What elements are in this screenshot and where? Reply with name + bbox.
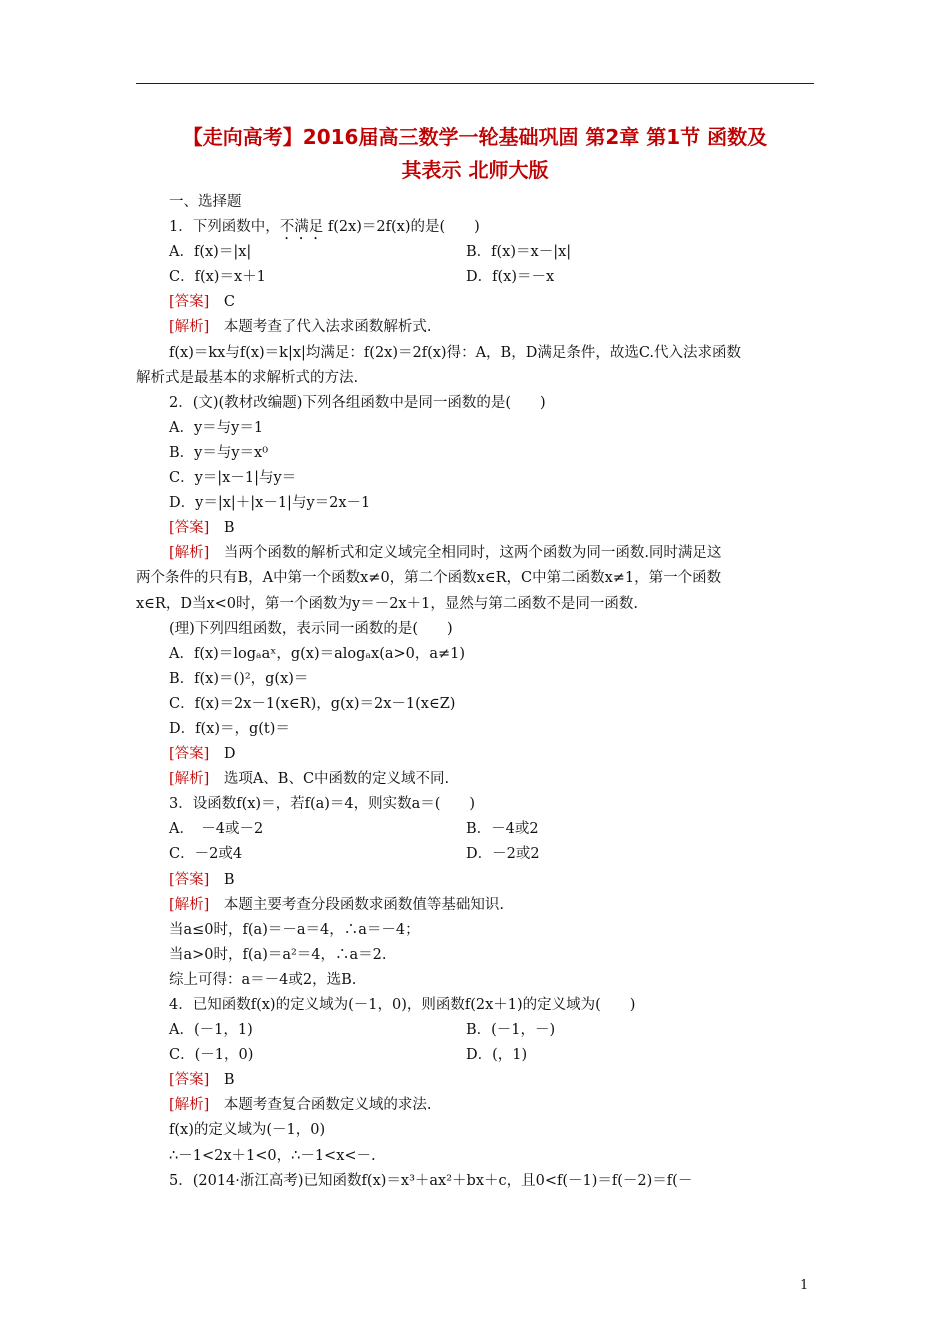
analysis: [解析] 本题考查了代入法求函数解析式. [169,319,432,336]
option-d: D．y＝|x|＋|x－1|与y＝2x－1 [169,495,371,512]
options-row [136,1018,816,1043]
option-a: A．f(x)＝|x| [169,244,252,261]
answer: [答案] B [169,520,235,537]
question-5: 5．(2014·浙江高考)已知函数f(x)＝x³＋ax²＋bx＋c，且0<f(－1)＝f(－2)＝f(－ [169,1172,693,1189]
answer: [答案] B [169,871,235,888]
analysis-tag: [解析] [169,771,210,788]
document-body [136,190,816,1194]
option-a: A．f(x)＝logₐaˣ，g(x)＝alogₐx(a>0，a≠1) [169,645,466,662]
analysis-tag: [解析] [169,319,210,336]
option-d: D．f(x)＝，g(t)＝ [169,720,290,737]
page-number: 1 [800,1278,809,1293]
emphasis-text: 不满足 [279,219,324,236]
option-b: B．y＝与y＝x⁰ [169,444,269,461]
option-c: C．－2或4 [169,846,243,863]
options-row [136,842,816,867]
option-d: D．－2或2 [466,846,540,863]
analysis-text: f(x)的定义域为(－1，0) [169,1122,326,1139]
header-rule [136,83,814,84]
option-c: C．(－1，0) [169,1047,254,1064]
options-row [136,265,816,290]
option-d: D．(，1) [466,1047,528,1064]
option-b: B．(－1，－) [466,1022,556,1039]
analysis-text: 解析式是最基本的求解析式的方法. [136,369,359,386]
analysis-tag: [解析] [169,545,210,562]
section-heading: 一、选择题 [169,194,242,210]
analysis-text: x∈R，D当x<0时，第一个函数为y＝－2x＋1，显然与第二函数不是同一函数. [136,595,638,612]
question-1: 1．下列函数中，不满足 f(2x)＝2f(x)的是( ) [169,219,480,236]
question-2: 2．(文)(教材改编题)下列各组函数中是同一函数的是( ) [169,394,546,411]
analysis-text: 综上可得：a＝－4或2，选B. [169,971,357,988]
analysis-text: 当a≤0时，f(a)＝－a＝4，∴a＝－4； [169,921,420,938]
answer: [答案] D [169,746,236,763]
option-b: B．－4或2 [466,821,539,838]
analysis: [解析] 选项A、B、C中函数的定义域不同. [169,771,450,788]
answer: [答案] B [169,1072,235,1089]
option-b: B．f(x)＝()²，g(x)＝ [169,670,309,687]
analysis: [解析] 当两个函数的解析式和定义域完全相同时，这两个函数为同一函数.同时满足这 [169,545,722,562]
analysis-text: f(x)＝kx与f(x)＝k|x|均满足：f(2x)＝2f(x)得：A，B，D满足条件，故选C.代入法求函数 [169,344,742,361]
question-2-science: (理)下列四组函数，表示同一函数的是( ) [169,620,453,637]
answer: [答案] C [169,294,235,311]
answer-tag: [答案] [169,294,210,311]
analysis-text: ∴－1<2x＋1<0，∴－1<x<－. [169,1147,376,1164]
analysis-tag: [解析] [169,896,210,913]
analysis-text: 当a>0时，f(a)＝a²＝4，∴a＝2. [169,946,387,963]
option-c: C．f(x)＝2x－1(x∈R)，g(x)＝2x－1(x∈Z) [169,695,456,712]
answer-tag: [答案] [169,1072,210,1089]
option-c: C．f(x)＝x＋1 [169,269,266,286]
option-d: D．f(x)＝－x [466,269,555,286]
analysis-tag: [解析] [169,1097,210,1114]
question-4: 4．已知函数f(x)的定义域为(－1，0)，则函数f(2x＋1)的定义域为( ) [169,997,636,1013]
option-b: B．f(x)＝x－|x| [466,244,572,261]
question-3: 3．设函数f(x)＝，若f(a)＝4，则实数a＝( ) [169,796,476,813]
analysis: [解析] 本题主要考查分段函数求函数值等基础知识. [169,896,504,913]
analysis-text: 两个条件的只有B，A中第一个函数x≠0，第二个函数x∈R，C中第二函数x≠1，第一个函数 [136,570,722,587]
option-c: C．y＝|x－1|与y＝ [169,470,297,487]
analysis: [解析] 本题考查复合函数定义域的求法. [169,1097,432,1114]
answer-tag: [答案] [169,746,210,763]
answer-tag: [答案] [169,520,210,537]
page-title-line-2: 其表示 北师大版 [401,158,549,182]
option-a: A．y＝与y＝1 [169,419,264,436]
options-row [136,817,816,842]
option-a: A． －4或－2 [169,821,264,838]
page-title-line-1: 【走向高考】2016届高三数学一轮基础巩固 第2章 第1节 函数及 [182,125,768,149]
options-row [136,240,816,265]
options-row [136,1043,816,1068]
answer-tag: [答案] [169,871,210,888]
option-a: A．(－1，1) [169,1022,253,1039]
